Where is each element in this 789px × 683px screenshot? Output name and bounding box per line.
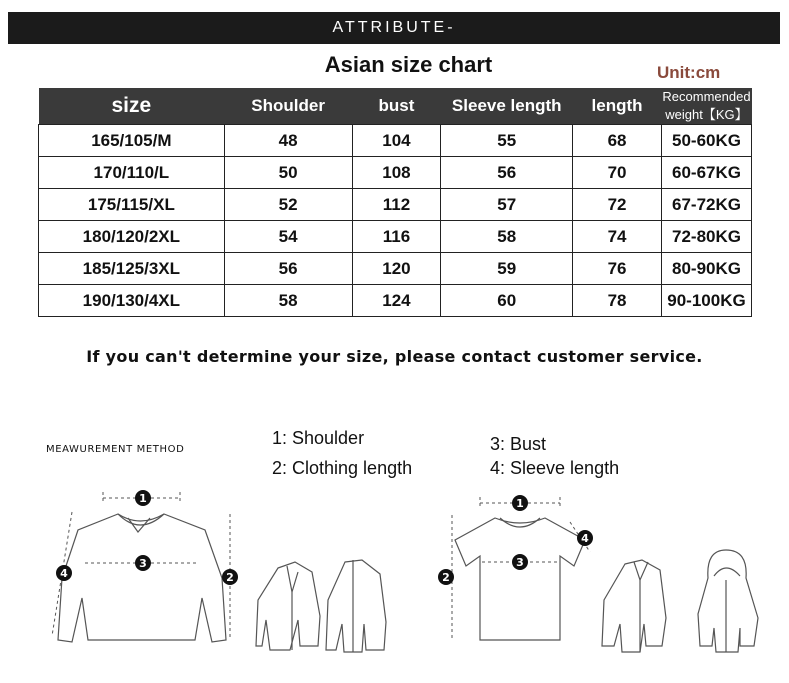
- badge-2-text: 2: [226, 571, 234, 584]
- blazer-illustration: [256, 562, 320, 650]
- legend-bust: 3: Bust: [490, 434, 547, 454]
- cell-sleeve: 56: [441, 157, 573, 189]
- cell-size: 180/120/2XL: [39, 221, 225, 253]
- cell-weight: 50-60KG: [661, 125, 751, 157]
- badge-3-tshirt-text: 3: [516, 556, 524, 569]
- cell-bust: 112: [352, 189, 441, 221]
- badge-2-tshirt-text: 2: [442, 571, 450, 584]
- jacket-illustration: [326, 560, 386, 652]
- cell-bust: 124: [352, 285, 441, 317]
- badge-4-tshirt-text: 4: [581, 532, 589, 545]
- header-weight-line1: Recommended: [662, 89, 751, 104]
- cell-sleeve: 60: [441, 285, 573, 317]
- header-weight-line2: weight【KG】: [665, 107, 748, 122]
- chart-title: Asian size chart: [324, 52, 493, 77]
- header-shoulder: Shoulder: [224, 88, 352, 125]
- cell-weight: 80-90KG: [661, 253, 751, 285]
- header-length: length: [573, 88, 662, 125]
- cell-sleeve: 57: [441, 189, 573, 221]
- legend-shoulder: 1: Shoulder: [272, 428, 365, 448]
- cell-shoulder: 48: [224, 125, 352, 157]
- badge-3-text: 3: [139, 557, 147, 570]
- cell-shoulder: 56: [224, 253, 352, 285]
- cell-size: 185/125/3XL: [39, 253, 225, 285]
- cell-bust: 116: [352, 221, 441, 253]
- cell-weight: 72-80KG: [661, 221, 751, 253]
- cell-weight: 67-72KG: [661, 189, 751, 221]
- badge-1-text: 1: [139, 492, 147, 505]
- cell-sleeve: 59: [441, 253, 573, 285]
- badge-3: [135, 555, 151, 571]
- cell-length: 76: [573, 253, 662, 285]
- badge-2: [222, 569, 238, 585]
- cell-size: 175/115/XL: [39, 189, 225, 221]
- cell-bust: 108: [352, 157, 441, 189]
- cell-size: 170/110/L: [39, 157, 225, 189]
- cell-length: 68: [573, 125, 662, 157]
- cell-shoulder: 50: [224, 157, 352, 189]
- cell-size: 165/105/M: [39, 125, 225, 157]
- cell-shoulder: 52: [224, 189, 352, 221]
- badge-4-text: 4: [60, 567, 68, 580]
- legend-clothing-length: 2: Clothing length: [272, 458, 413, 478]
- cell-length: 74: [573, 221, 662, 253]
- badge-4: [56, 565, 72, 581]
- cell-size: 190/130/4XL: [39, 285, 225, 317]
- cell-length: 72: [573, 189, 662, 221]
- shirt-illustration: [602, 560, 666, 652]
- cell-weight: 90-100KG: [661, 285, 751, 317]
- badge-4-tshirt: [577, 530, 593, 546]
- banner-text: ATTRIBUTE-: [332, 19, 456, 36]
- cell-bust: 104: [352, 125, 441, 157]
- badge-2-tshirt: [438, 569, 454, 585]
- cell-shoulder: 54: [224, 221, 352, 253]
- cell-weight: 60-67KG: [661, 157, 751, 189]
- contact-note: If you can't determine your size, please contact customer service.: [86, 347, 703, 366]
- measurement-method-label: MEAWUREMENT METHOD: [46, 444, 185, 455]
- legend-sleeve-length: 4: Sleeve length: [490, 458, 620, 478]
- cell-shoulder: 58: [224, 285, 352, 317]
- badge-1: [135, 490, 151, 506]
- header-sleeve-length: Sleeve length: [441, 88, 573, 125]
- badge-1-tshirt: [512, 495, 528, 511]
- cell-bust: 120: [352, 253, 441, 285]
- header-bust: bust: [352, 88, 441, 125]
- badge-3-tshirt: [512, 554, 528, 570]
- cell-length: 78: [573, 285, 662, 317]
- unit-label: Unit:cm: [657, 63, 721, 82]
- hoodie-illustration: [698, 550, 758, 652]
- badge-1-tshirt-text: 1: [516, 497, 524, 510]
- header-size: size: [39, 88, 225, 125]
- cell-sleeve: 58: [441, 221, 573, 253]
- cell-length: 70: [573, 157, 662, 189]
- cell-sleeve: 55: [441, 125, 573, 157]
